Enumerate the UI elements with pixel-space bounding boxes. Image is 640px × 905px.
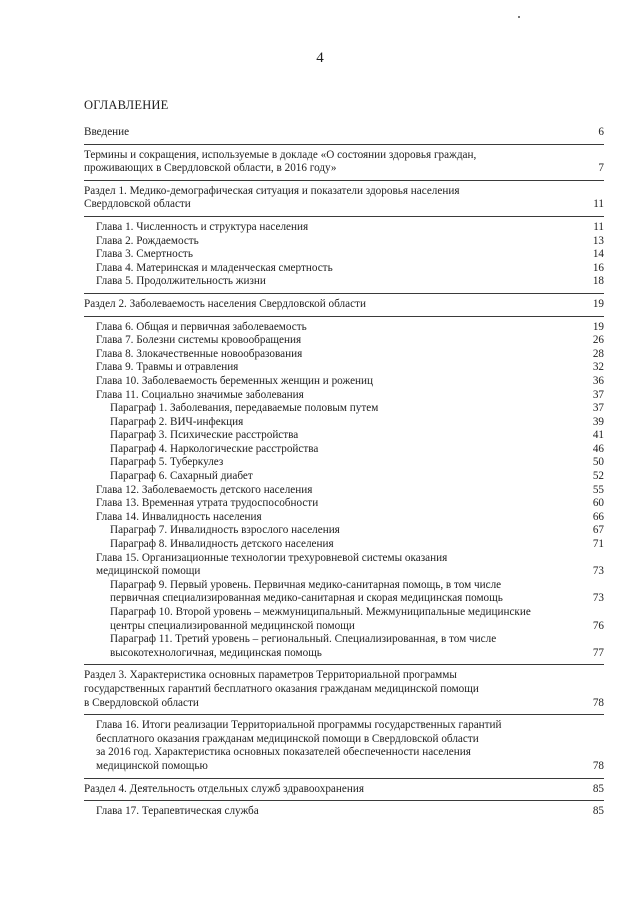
toc-entry-page: 7 [598,162,604,175]
toc-entry-page: 11 [593,198,604,211]
toc-entry-paragraph-10[interactable] [84,606,604,633]
toc-entry-page: 55 [592,483,604,496]
toc-entry-text: Глава 17. Терапевтическая служба [96,805,259,818]
toc-entry-text: Глава 9. Травмы и отравления [96,361,239,374]
toc-entry-chapter-10[interactable] [84,375,604,389]
toc-entry-text: Глава 2. Рождаемость [96,234,199,247]
toc-entry-section-2[interactable] [84,298,604,312]
toc-entry-text: Параграф 9. Первый уровень. Первичная медико-санитарная помощь, в том числе первичная специализированная медико-санитарная и скорая медицинская помощь [110,578,503,605]
toc-entry-chapter-1[interactable] [84,221,604,235]
toc-entry-page: 66 [592,510,604,523]
toc-entry-text: Глава 14. Инвалидность населения [96,510,262,523]
toc-entry-paragraph-7[interactable] [84,524,604,538]
toc-entry-page: 16 [592,261,604,274]
toc-entry-text: Параграф 10. Второй уровень – межмуниципальный. Межмуниципальные медицинские центры специализированной медицинской помощи [110,606,531,632]
toc-entry-text: Раздел 4. Деятельность отдельных служб здравоохранения [84,782,364,795]
toc-entry-text: Введение [84,126,130,138]
toc-entry-text: Глава 11. Социально значимые заболевания [96,388,304,401]
toc-entry-text: Раздел 1. Медико-демографическая ситуация и показатели здоровья населения Свердловской области [84,184,460,211]
divider [84,316,604,317]
toc-entry-page: 71 [592,538,604,551]
toc-entry-text: Параграф 2. ВИЧ-инфекция [110,415,244,428]
toc-entry-text: Термины и сокращения, используемые в докладе «О состоянии здоровья граждан, проживающих в Свердловской области, в 2016 году» [84,148,477,175]
toc-entry-text: Параграф 8. Инвалидность детского населения [110,538,334,551]
toc-entry-chapter-6[interactable] [84,321,604,335]
toc-entry-page: 46 [592,442,604,455]
toc-entry-page: 60 [592,497,604,510]
toc-entry-text: Глава 3. Смертность [96,248,193,261]
toc-entry-chapter-2[interactable] [84,235,604,249]
toc-entry-page: 39 [592,415,604,428]
toc-entry-page: 36 [592,374,604,387]
toc-entry-text: Глава 5. Продолжительность жизни [96,275,266,288]
toc-entry-paragraph-9[interactable] [84,579,604,606]
toc-entry-text: Глава 12. Заболеваемость детского населения [96,483,313,496]
toc-entry-text: Параграф 7. Инвалидность взрослого населения [110,524,340,537]
scan-speck [518,16,520,18]
toc-entry-page: 73 [592,565,604,578]
toc-entry-paragraph-3[interactable] [84,429,604,443]
toc-entry-paragraph-8[interactable] [84,538,604,552]
toc-entry-page: 52 [592,470,604,483]
toc-entry-page: 50 [592,456,604,469]
toc-entry-text: Глава 15. Организационные технологии трехуровневой системы оказания медицинской помощи [96,551,448,578]
toc-entry-section-3[interactable] [84,669,604,710]
toc-entry-terms[interactable] [84,149,604,176]
toc-entry-paragraph-5[interactable] [84,456,604,470]
toc-entry-chapter-4[interactable] [84,262,604,276]
toc-entry-page: 67 [592,524,604,537]
divider [84,800,604,801]
toc-entry-page: 13 [592,234,604,247]
toc-entry-chapter-14[interactable] [84,511,604,525]
toc-entry-paragraph-6[interactable] [84,470,604,484]
page-number: 4 [316,50,324,66]
divider [84,778,604,779]
toc-entry-page: 85 [592,782,604,795]
divider [84,664,604,665]
toc-entry-chapter-7[interactable] [84,334,604,348]
toc-title: ОГЛАВЛЕНИЕ [84,98,169,112]
toc-entry-text: Параграф 1. Заболевания, передаваемые половым путем [110,402,379,415]
toc-entry-text: Глава 13. Временная утрата трудоспособности [96,497,319,510]
toc-entry-page: 78 [592,696,604,709]
toc-entry-page: 19 [592,297,604,310]
toc-entry-text: Глава 1. Численность и структура населения [96,220,309,233]
toc-entry-page: 18 [592,275,604,288]
toc-entry-page: 32 [592,361,604,374]
table-of-contents [84,126,604,819]
toc-entry-page: 11 [593,220,604,233]
toc-entry-paragraph-4[interactable] [84,443,604,457]
toc-entry-section-4[interactable] [84,783,604,797]
toc-entry-chapter-5[interactable] [84,275,604,289]
toc-entry-page: 37 [592,388,604,401]
divider [84,714,604,715]
toc-entry-paragraph-2[interactable] [84,416,604,430]
toc-entry-text: Параграф 5. Туберкулез [110,456,224,469]
toc-entry-paragraph-11[interactable] [84,633,604,660]
toc-entry-page: 85 [592,805,604,818]
toc-entry-page: 14 [592,248,604,261]
toc-entry-page: 73 [592,592,604,605]
toc-entry-text: Глава 8. Злокачественные новообразования [96,347,303,360]
toc-entry-page: 37 [592,402,604,415]
toc-entry-page: 78 [592,759,604,772]
divider [84,180,604,181]
toc-entry-text: Параграф 3. Психические расстройства [110,429,299,442]
toc-entry-page: 28 [592,347,604,360]
toc-entry-text: Раздел 2. Заболеваемость населения Свердловской области [84,297,366,310]
toc-entry-text: Параграф 11. Третий уровень – региональный. Специализированная, в том числе высокотехнологичная, медицинская помощь [110,633,497,659]
toc-entry-text: Раздел 3. Характеристика основных параметров Территориальной программы государственных гарантий бесплатного оказания гражданам медицинской помощи в Свердловской области [84,669,479,709]
divider [84,144,604,145]
toc-entry-page: 77 [592,646,604,659]
toc-entry-chapter-8[interactable] [84,348,604,362]
toc-entry-text: Глава 7. Болезни системы кровообращения [96,334,302,347]
toc-entry-page: 76 [592,619,604,632]
toc-entry-chapter-15[interactable] [84,552,604,579]
toc-entry-page: 19 [592,320,604,333]
toc-entry-chapter-3[interactable] [84,248,604,262]
toc-entry-page: 41 [592,429,604,442]
toc-entry-chapter-9[interactable] [84,361,604,375]
toc-entry-text: Параграф 4. Наркологические расстройства [110,442,319,455]
divider [84,216,604,217]
toc-entry-chapter-16[interactable] [84,719,604,773]
toc-entry-page: 6 [598,126,604,138]
toc-entry-chapter-17[interactable] [84,805,604,819]
toc-entry-chapter-12[interactable] [84,484,604,498]
toc-entry-chapter-11[interactable] [84,389,604,403]
toc-entry-paragraph-1[interactable] [84,402,604,416]
toc-entry-section-1[interactable] [84,185,604,212]
toc-entry-introduction[interactable] [84,126,604,140]
toc-entry-text: Глава 4. Материнская и младенческая смертность [96,261,333,274]
toc-entry-chapter-13[interactable] [84,497,604,511]
divider [84,293,604,294]
toc-entry-page: 26 [592,334,604,347]
toc-entry-text: Глава 16. Итоги реализации Территориальной программы государственных гарантий бесплатного оказания гражданам медицинской помощи в Свердловской области за 2016 год. Характеристика основных показателей обеспеченности населения медицинской помощью [96,719,502,772]
toc-entry-text: Глава 6. Общая и первичная заболеваемость [96,320,307,333]
toc-entry-text: Глава 10. Заболеваемость беременных женщин и рожениц [96,374,373,387]
toc-entry-text: Параграф 6. Сахарный диабет [110,470,253,483]
